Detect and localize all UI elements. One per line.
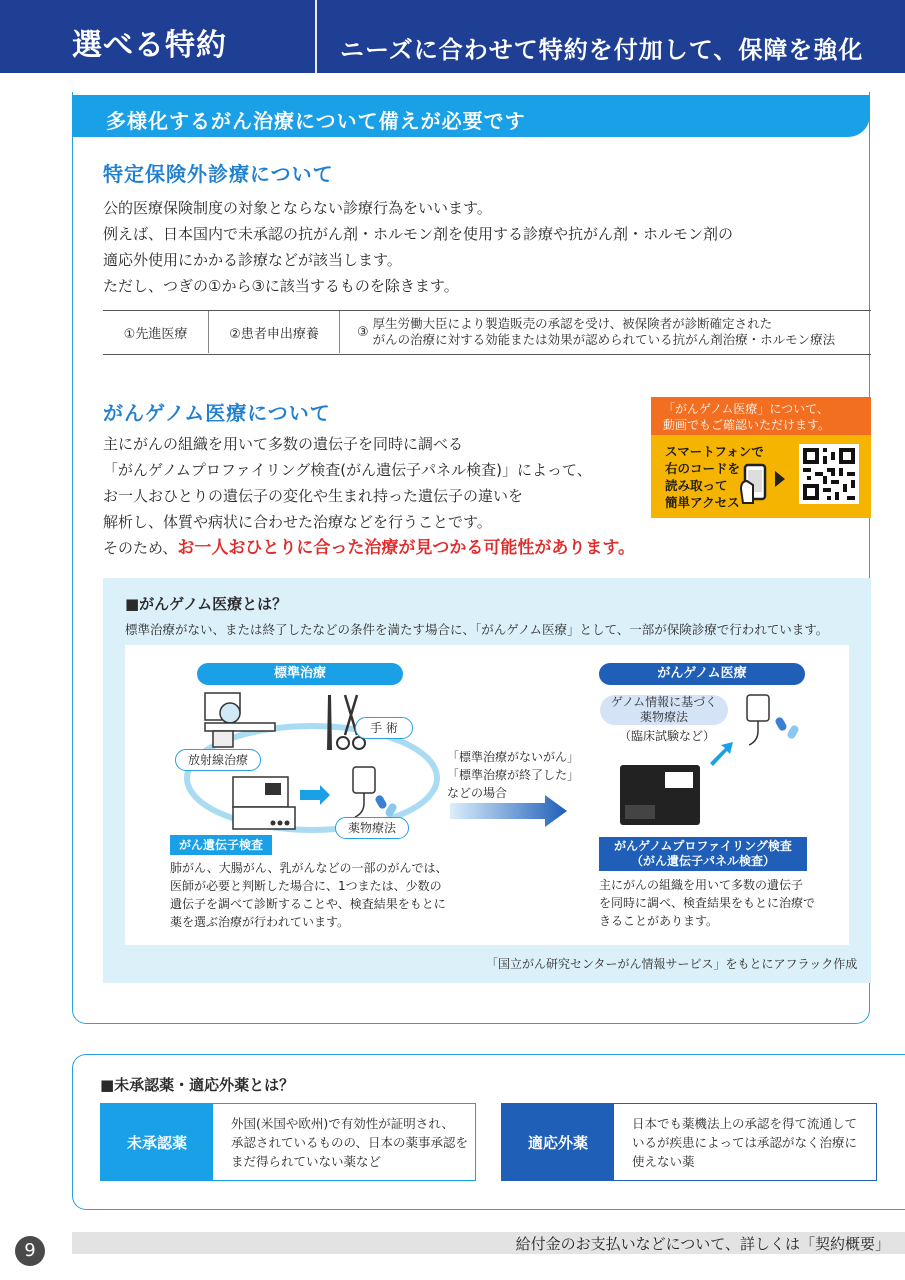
exclusion-cell-1: ①先進医療 [123,326,188,342]
offlabel-desc-line: いるが疾患によっては承認がなく治療に [632,1135,858,1150]
offlabel-desc-line: 使えない薬 [632,1154,695,1169]
unapproved-heading: ■未承認薬・適応外薬とは？ [100,1076,295,1094]
offlabel-desc [632,1114,857,1171]
clinical-trial-text: （臨床試験など） [619,729,716,743]
genome-medicine-pill: がんゲノム医療 [599,663,805,685]
genome-heading: がんゲノム医療について [103,401,331,425]
section-banner-text: 多様化するがん治療について備えが必要です [106,109,526,133]
genome-arrow-icon [710,742,733,766]
standard-desc-line: 肺がん、大腸がん、乳がんなどの一部のがんでは、 [170,861,448,875]
outside-care-body [103,195,733,299]
condition-text [447,748,579,802]
genome-line: 解析し、体質や病状に合わせた治療などを行うことです。 [103,513,492,531]
header-subtitle: ニーズに合わせて特約を付加して、保障を強化 [340,36,864,64]
standard-desc-line: 医師が必要と判断した場合に、1つまたは、少数の [170,879,442,893]
page-number: 9 [15,1236,45,1266]
exclusion-cell-3 [341,311,871,353]
genome-drip-icon [747,695,800,745]
outside-care-heading: 特定保険外診療について [103,162,334,186]
unapproved-desc-line: 外国(米国や欧州)で有効性が証明され、 [231,1116,455,1131]
exclusion-cell-2: ②患者申出療養 [229,326,319,342]
video-qr-box[interactable] [651,397,871,518]
genome-last-prefix: そのため、 [103,539,178,557]
small-arrow-icon [300,785,330,805]
exclusion-cell-3-line: 厚生労働大臣により製造販売の承認を受け、被保険者が診断確定された [372,316,773,331]
genome-therapy-line: 薬物療法 [639,710,688,724]
drip-bag-icon [353,767,398,818]
genome-profiling-line: （がん遺伝子パネル検査） [630,854,775,868]
header-title: 選べる特約 [72,28,227,63]
genome-sequencer-icon [620,765,700,825]
video-box-line: 右のコードを [665,461,741,476]
offlabel-desc-line: 日本でも薬機法上の承認を得て流通して [632,1116,858,1131]
exclusion-cell-3-number: ③ [357,324,369,340]
gene-test-device-icon [233,777,295,829]
standard-desc [170,859,447,931]
outside-care-line: 例えば、日本国内で未承認の抗がん剤・ホルモン剤を使用する診療や抗がん剤・ホルモン剤の [103,225,734,243]
genome-line: お一人おひとりの遺伝子の変化や生まれ持った遺伝子の違いを [103,487,524,505]
video-box-header [651,397,871,435]
genome-line: 「がんゲノムプロファイリング検査(がん遺伝子パネル検査)」によって、 [103,461,592,479]
outside-care-line: ただし、つぎの①から③に該当するものを除きます。 [103,277,459,295]
qr-code-icon[interactable] [799,444,859,504]
radiation-tag: 放射線治療 [175,749,261,771]
unapproved-desc [231,1114,468,1171]
page-header [0,0,905,73]
video-box-header-line: 動画でもご確認いただけます。 [663,418,831,432]
footer-bar [72,1232,905,1254]
unapproved-box [100,1103,476,1181]
footer-note: 給付金のお支払いなどについて、詳しくは「契約概要」 [515,1235,890,1253]
gene-test-label: がん遺伝子検査 [170,835,272,855]
drug-therapy-tag: 薬物療法 [335,817,409,839]
genome-desc-line: 主にがんの組織を用いて多数の遺伝子 [599,878,804,892]
header-divider [315,0,317,73]
unapproved-label: 未承認薬 [101,1104,213,1180]
genome-diagram [125,645,849,945]
standard-treatment-pill: 標準治療 [197,663,403,685]
condition-line: などの場合 [447,786,508,800]
video-box-line: 読み取って [665,478,728,493]
source-note: 「国立がん研究センターがん情報サービス」をもとにアフラック作成 [486,957,858,971]
genome-desc-line: きることがあります。 [599,914,719,928]
genome-profiling-line: がんゲノムプロファイリング検査 [614,839,792,853]
genome-therapy-line: ゲノム情報に基づく [610,695,718,709]
offlabel-box [501,1103,877,1181]
video-box-header-line: 「がんゲノム医療」について、 [663,402,829,416]
genome-therapy-bubble [600,695,728,725]
exclusion-cell-3-text [373,316,836,348]
genome-panel-heading: ■がんゲノム医療とは？ [125,595,288,613]
surgery-tag: 手 術 [355,717,413,739]
video-box-line: スマートフォンで [665,444,764,459]
outside-care-line: 適応外使用にかかる診療などが該当します。 [103,251,402,269]
standard-desc-line: 遺伝子を調べて診断することや、検査結果をもとに [170,897,446,911]
section-banner [72,95,870,137]
genome-line-last [103,535,635,561]
genome-desc-line: を同時に調べ、検査結果をもとに治療で [599,896,816,910]
genome-profiling-label [599,837,807,871]
condition-line: 「標準治療が終了した」 [447,768,580,782]
genome-line: 主にがんの組織を用いて多数の遺伝子を同時に調べる [103,435,464,453]
exclusion-divider [339,311,340,353]
genome-panel-subtitle: 標準治療がない、または終了したなどの条件を満たす場合に、「がんゲノム医療」として、一部が保険診療で行われています。 [125,622,829,637]
standard-desc-line: 薬を選ぶ治療が行われています。 [170,915,350,929]
genome-body [103,431,635,561]
offlabel-label: 適応外薬 [502,1104,614,1180]
unapproved-desc-line: まだ得られていない薬など [231,1154,382,1169]
exclusion-cell-3-line: がんの治療に対する効能または効果が認められている抗がん剤治療・ホルモン療法 [372,332,836,347]
condition-line: 「標準治療がないがん」 [447,750,580,764]
unapproved-desc-line: 承認されているものの、日本の薬事承認を [231,1135,469,1150]
smartphone-icon [739,459,789,509]
exclusion-table [103,310,871,355]
video-box-line: 簡単アクセス [665,495,740,510]
radiation-machine-icon [205,693,275,747]
genome-desc [599,876,815,930]
genome-emphasis: お一人おひとりに合った治療が見つかる可能性があります。 [177,538,636,558]
outside-care-line: 公的医療保険制度の対象とならない診療行為をいいます。 [103,199,492,217]
